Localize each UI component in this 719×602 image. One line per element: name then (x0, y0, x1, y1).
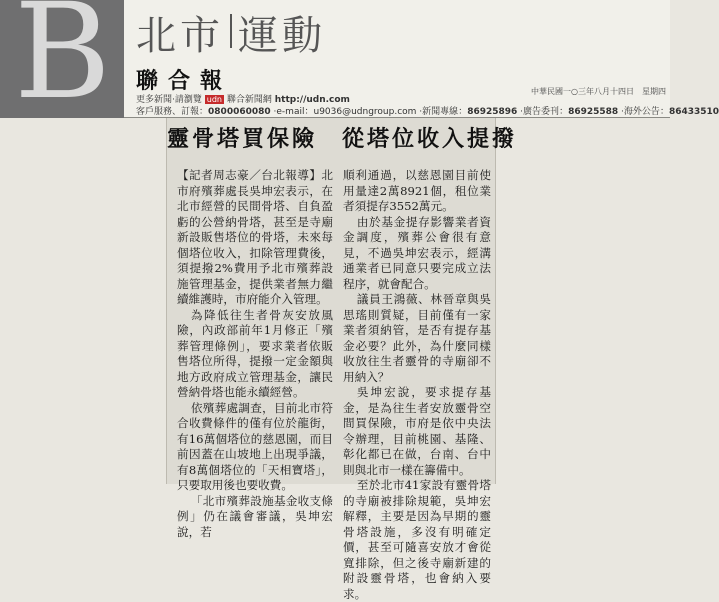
article-column-left (177, 168, 333, 540)
section-letter-logo (0, 0, 124, 129)
email-label: e-mail (276, 107, 305, 117)
section-main: 北市 (136, 13, 224, 59)
overseas-label: 海外公告 (623, 107, 660, 117)
article-column-right (343, 168, 491, 602)
newspaper-header (0, 0, 719, 129)
udn-url[interactable]: http://udn.com (274, 95, 350, 105)
article-paragraph: 依殯葬處調查，目前北市符合收費條件的僅有位於龍街，有16萬個塔位的慈恩園，而目前因蓋在山坡地上出現爭議，有8萬個塔位的「天相寶塔」，只要取用後也要收費。 (177, 400, 333, 492)
news-hotline: 86925896 (467, 107, 518, 117)
article-paragraph: 為降低往生者骨灰安放風險，內政部前年1月修正「殯葬管理條例」，要求業者依販售塔位所得，提撥一定金額與地方政府成立管理基金，讓民營納骨塔也能永續經營。 (177, 307, 333, 399)
article-paragraph: 順利通過，以慈恩園目前使用量達2萬8921個，租位業者須提存3552萬元。 (343, 168, 491, 213)
issue-date: 中華民國一○三年八月十四日 星期四 (531, 87, 666, 96)
article-paragraph: 「北市殯葬設施基金收支條例」仍在議會審議，吳坤宏說，若 (177, 493, 333, 539)
newspaper-logo: 聯合報 (136, 68, 233, 94)
overseas-phone: 86433510 (668, 107, 719, 117)
service-phone: 0800060080 (208, 107, 271, 117)
article-paragraph: 至於北市41家設有靈骨塔的寺廟被排除規範，吳坤宏解釋，主要是因為早期的靈骨塔設施，多沒有明確定價，甚至可隨喜安放才會從寬排除，但之後寺廟新建的附設靈骨塔，也會納入要求。 (343, 478, 491, 601)
ad-phone: 86925588 (568, 107, 619, 117)
udn-badge: udn (206, 95, 222, 104)
article-paragraph: 由於基金提存影響業者資金調度，殯葬公會很有意見，不過吳坤宏表示，經溝通業者已同意只要完成立法程序，就會配合。 (343, 214, 491, 291)
more-news-label: 更多新聞‧請瀏覽 (136, 95, 202, 105)
section-sub: 運動 (238, 13, 326, 59)
email-address[interactable]: u9036@udngroup.com (313, 107, 417, 117)
contact-line: 客戶服務、訂報：0800060080 ‧e-mail：u9036@udngroup.com ‧新聞專線：86925896 ‧廣告委刊：86925588 ‧海外公告：86433510 (136, 107, 719, 117)
ad-label: 廣告委刊 (523, 107, 560, 117)
article-paragraph: 【記者周志豪／台北報導】北市府殯葬處長吳坤宏表示，在北市經營的民間骨塔、自負盈虧的公營納骨塔，甚至是寺廟新設販售塔位的骨塔，未來每個塔位收入，扣除管理費後，須提撥2%費用予北市殯葬設施管理基金，提供業者無力繼續維護時，市府能介入管理。 (177, 168, 333, 306)
section-divider (230, 14, 232, 48)
article-paragraph: 議員王鴻薇、林晉章與吳思瑤則質疑，目前僅有一家業者須納管，是否有提存基金必要？此外，為什麼同樣收放往生者靈骨的寺廟卻不用納入？ (343, 292, 491, 384)
article-paragraph: 吳坤宏說，要求提存基金，是為往生者安放靈骨空間買保險，市府是依中央法令辦理，目前桃園、基隆、彰化都已在做，台南、台中則與北市一樣在籌備中。 (343, 385, 491, 477)
article-clipping (166, 118, 518, 601)
news-hotline-label: 新聞專線 (422, 107, 459, 117)
article-headline: 靈骨塔買保險 從塔位收入提撥 (167, 126, 518, 152)
service-label: 客戶服務、訂報 (136, 107, 200, 117)
section-title (136, 4, 326, 61)
letter-b-graphic: B (14, 0, 112, 129)
udn-site-label: 聯合新聞網 (226, 95, 272, 105)
